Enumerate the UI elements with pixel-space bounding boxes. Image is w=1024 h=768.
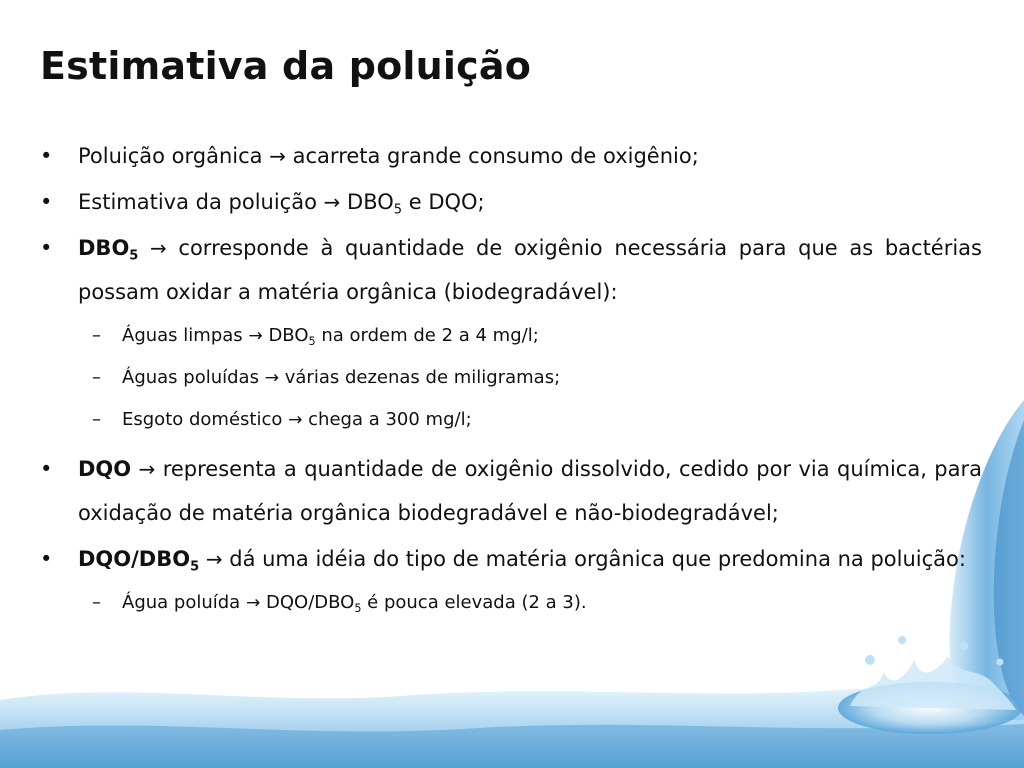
arrow-right-icon: → — [245, 593, 261, 613]
dash-icon: – — [92, 325, 101, 346]
subitem-polluted-water-ratio — [40, 588, 982, 618]
item-term: DBO — [340, 190, 394, 214]
subitem-lead-text: Esgoto doméstico — [122, 409, 283, 430]
arrow-right-icon: → — [269, 144, 286, 168]
item-bold-term: DQO — [78, 457, 132, 481]
subitem-text: várias dezenas de miligramas; — [279, 367, 561, 388]
bullet-list — [40, 134, 982, 630]
item-text: acarreta grande consumo de oxigênio; — [285, 144, 699, 168]
bullet-icon: • — [40, 547, 53, 571]
item-text: representa a quantidade de oxigênio dissolvido, cedido por via química, para oxidação de matéria orgânica biodegradável e não-biodegradável; — [78, 457, 982, 525]
item-text: e DQO; — [402, 190, 485, 214]
dash-icon: – — [92, 409, 101, 430]
subscript: 5 — [308, 334, 316, 348]
subitem-term: DQO/DBO — [260, 592, 355, 613]
bullet-item-organic-pollution — [40, 134, 982, 178]
bullet-item-dqo-dbo5 — [40, 537, 982, 581]
subitem-text: é pouca elevada (2 a 3). — [361, 592, 587, 613]
arrow-right-icon: → — [150, 236, 167, 260]
bullet-item-dqo — [40, 447, 982, 535]
subitem-text: chega a 300 mg/l; — [302, 409, 472, 430]
arrow-right-icon: → — [288, 410, 303, 430]
subitem-polluted-water — [40, 363, 982, 393]
bullet-icon: • — [40, 457, 53, 481]
arrow-right-icon: → — [323, 190, 341, 214]
dash-icon: – — [92, 367, 101, 388]
item-bold-term — [78, 236, 139, 264]
term-label: DBO — [78, 236, 130, 260]
subscript: 5 — [354, 601, 362, 615]
item-text: corresponde à quantidade de oxigênio necessária para que as bactérias possam oxidar a matéria orgânica (biodegradável): — [78, 236, 982, 304]
bullet-icon: • — [40, 236, 53, 260]
item-text: dá uma idéia do tipo de matéria orgânica que predomina na poluição: — [222, 547, 966, 571]
subscript: 5 — [190, 559, 200, 575]
bullet-item-dbo5 — [40, 226, 982, 314]
subitem-domestic-sewage — [40, 405, 982, 435]
subitem-text: na ordem de 2 a 4 mg/l; — [315, 325, 539, 346]
slide-title: Estimativa da poluição — [40, 44, 531, 88]
item-lead-text: Estimativa da poluição — [78, 190, 317, 214]
arrow-right-icon: → — [138, 457, 156, 481]
item-bold-term — [78, 547, 200, 575]
subitem-lead-text: Água poluída — [122, 592, 241, 613]
arrow-right-icon: → — [205, 547, 223, 571]
subscript: 5 — [393, 202, 403, 218]
bullet-item-estimate — [40, 180, 982, 224]
item-lead-text: Poluição orgânica — [78, 144, 263, 168]
arrow-right-icon: → — [264, 368, 280, 388]
arrow-right-icon: → — [248, 326, 263, 346]
bullet-icon: • — [40, 190, 53, 214]
subitem-lead-text: Águas limpas — [122, 325, 243, 346]
term-label: DQO/DBO — [78, 547, 191, 571]
subitem-lead-text: Águas poluídas — [122, 367, 259, 388]
subscript: 5 — [129, 248, 139, 264]
subitem-term: DBO — [262, 325, 309, 346]
subitem-clean-water — [40, 321, 982, 351]
bullet-icon: • — [40, 144, 53, 168]
dash-icon: – — [92, 592, 101, 613]
